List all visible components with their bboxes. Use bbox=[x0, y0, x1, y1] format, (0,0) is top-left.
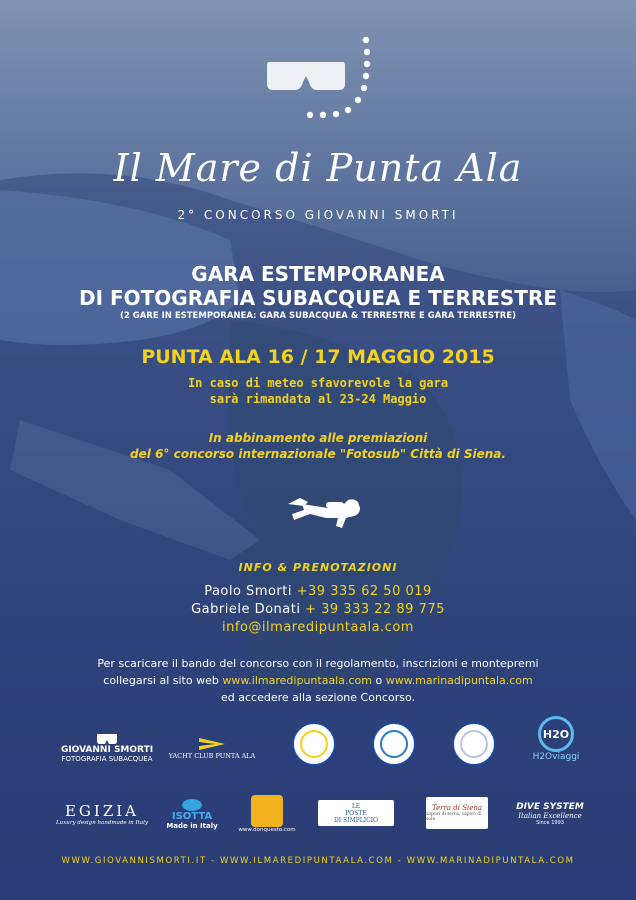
contact-1-name: Paolo Smorti bbox=[204, 584, 297, 599]
sponsor-cuoio[interactable] bbox=[240, 790, 294, 838]
info-title: INFO & PRENOTAZIONI bbox=[238, 561, 398, 574]
sponsor-isotta-name: ISOTTA bbox=[171, 810, 213, 822]
event-date: PUNTA ALA 16 / 17 MAGGIO 2015 bbox=[141, 346, 495, 368]
sponsor-terra-di-siena[interactable] bbox=[426, 797, 488, 829]
contact-1-phone[interactable]: +39 335 62 50 019 bbox=[296, 584, 432, 599]
contact-2-phone[interactable]: + 39 333 22 89 775 bbox=[305, 602, 445, 617]
contact-2 bbox=[0, 601, 636, 619]
sponsor-poste-line-1: LE bbox=[351, 802, 361, 810]
contact-email[interactable]: info@ilmaredipuntaala.com bbox=[222, 620, 414, 635]
sponsor-terra-sub: sapori di terra, sapori di sole bbox=[426, 812, 482, 822]
sponsor-poste-simplicio[interactable] bbox=[318, 800, 394, 826]
combo-line-2: del 6° concorso internazionale "Fotosub" Città di Siena. bbox=[130, 447, 506, 461]
headline-line-2: DI FOTOGRAFIA SUBACQUEA E TERRESTRE bbox=[78, 286, 558, 310]
bando-line-2-prefix: collegarsi al sito web bbox=[103, 674, 223, 687]
weather-line-1: In caso di meteo sfavorevole la gara bbox=[187, 376, 449, 390]
sponsor-giovanni-smorti[interactable] bbox=[52, 728, 162, 768]
sponsor-yacht-name: YACHT CLUB PUNTA ALA bbox=[168, 752, 256, 760]
club-badge-icon bbox=[372, 722, 416, 766]
sponsor-club-badge[interactable] bbox=[372, 722, 416, 766]
contact-2-name: Gabriele Donati bbox=[191, 602, 306, 617]
sponsor-dive-since: Since 1993 bbox=[536, 820, 564, 826]
sponsor-dive-system[interactable] bbox=[508, 796, 592, 832]
footer-links[interactable]: WWW.GIOVANNISMORTI.IT - WWW.ILMAREDIPUNTAALA.COM - WWW.MARINADIPUNTALA.COM bbox=[61, 856, 575, 866]
sponsor-h2o-viaggi[interactable] bbox=[526, 716, 586, 762]
link-ilmaredipuntaala[interactable]: www.ilmaredipuntaala.com bbox=[222, 674, 372, 687]
contact-1 bbox=[0, 583, 636, 601]
contacts bbox=[0, 583, 636, 637]
sponsor-giovanni-name: GIOVANNI SMORTI bbox=[60, 745, 154, 755]
sponsor-dive-sub: Italian Excellence bbox=[518, 812, 582, 820]
bando-line-2 bbox=[0, 672, 636, 689]
weather-notice bbox=[0, 375, 636, 407]
sponsor-egizia-name: EGIZIA bbox=[64, 802, 140, 820]
burgee-icon bbox=[197, 736, 227, 752]
h2o-logo-icon: H2O bbox=[538, 716, 574, 752]
headline bbox=[0, 262, 636, 310]
bando-line-1: Per scaricare il bando del concorso con il regolamento, inscrizioni e montepremi bbox=[97, 657, 539, 670]
bando-info bbox=[0, 655, 636, 706]
sponsor-dive-name: DIVE SYSTEM bbox=[516, 802, 584, 812]
sponsor-federation-badge[interactable] bbox=[452, 722, 496, 766]
sponsor-yacht-club[interactable] bbox=[168, 728, 256, 768]
cuoio-logo-icon bbox=[251, 795, 283, 827]
mask-logo-icon bbox=[96, 733, 118, 745]
headline-line-1: GARA ESTEMPORANEA bbox=[191, 262, 445, 286]
combo-line-1: In abbinamento alle premiazioni bbox=[208, 431, 428, 445]
bando-line-3: ed accedere alla sezione Concorso. bbox=[221, 691, 415, 704]
sponsor-h2o-name: H2Oviaggi bbox=[532, 752, 580, 762]
sponsor-terra-name: Terra di Siena bbox=[431, 804, 483, 812]
bando-line-2-mid: o bbox=[371, 674, 386, 687]
headline-note: (2 GARE IN ESTEMPORANEA: GARA SUBACQUEA & TERRESTRE E GARA TERRESTRE) bbox=[119, 311, 517, 321]
subtitle: 2° CONCORSO GIOVANNI SMORTI bbox=[177, 208, 459, 222]
sponsor-egizia[interactable] bbox=[52, 797, 152, 831]
sponsor-cuoio-url: www.donquesto.com bbox=[238, 827, 296, 833]
isotta-logo-icon bbox=[182, 799, 202, 811]
bubbles-icon bbox=[300, 34, 380, 124]
sponsor-poste-line-2: POSTE bbox=[345, 809, 367, 817]
marina-badge-icon bbox=[292, 722, 336, 766]
combo-notice bbox=[0, 430, 636, 462]
sponsor-marina-badge[interactable] bbox=[292, 722, 336, 766]
sponsor-giovanni-sub: FOTOGRAFIA SUBACQUEA bbox=[61, 755, 153, 763]
link-marinadipuntala[interactable]: www.marinadipuntala.com bbox=[385, 674, 533, 687]
sponsor-poste-line-3: DI SIMPLICIO bbox=[334, 816, 378, 824]
diver-icon bbox=[286, 492, 366, 532]
federation-badge-icon bbox=[452, 722, 496, 766]
page-title: Il Mare di Punta Ala bbox=[113, 146, 523, 190]
weather-line-2: sarà rimandata al 23-24 Maggio bbox=[209, 392, 427, 406]
sponsor-isotta[interactable] bbox=[162, 792, 222, 836]
sponsor-egizia-sub: Luxury design handmade in Italy bbox=[56, 820, 148, 826]
sponsor-isotta-sub: Made in Italy bbox=[166, 821, 218, 830]
